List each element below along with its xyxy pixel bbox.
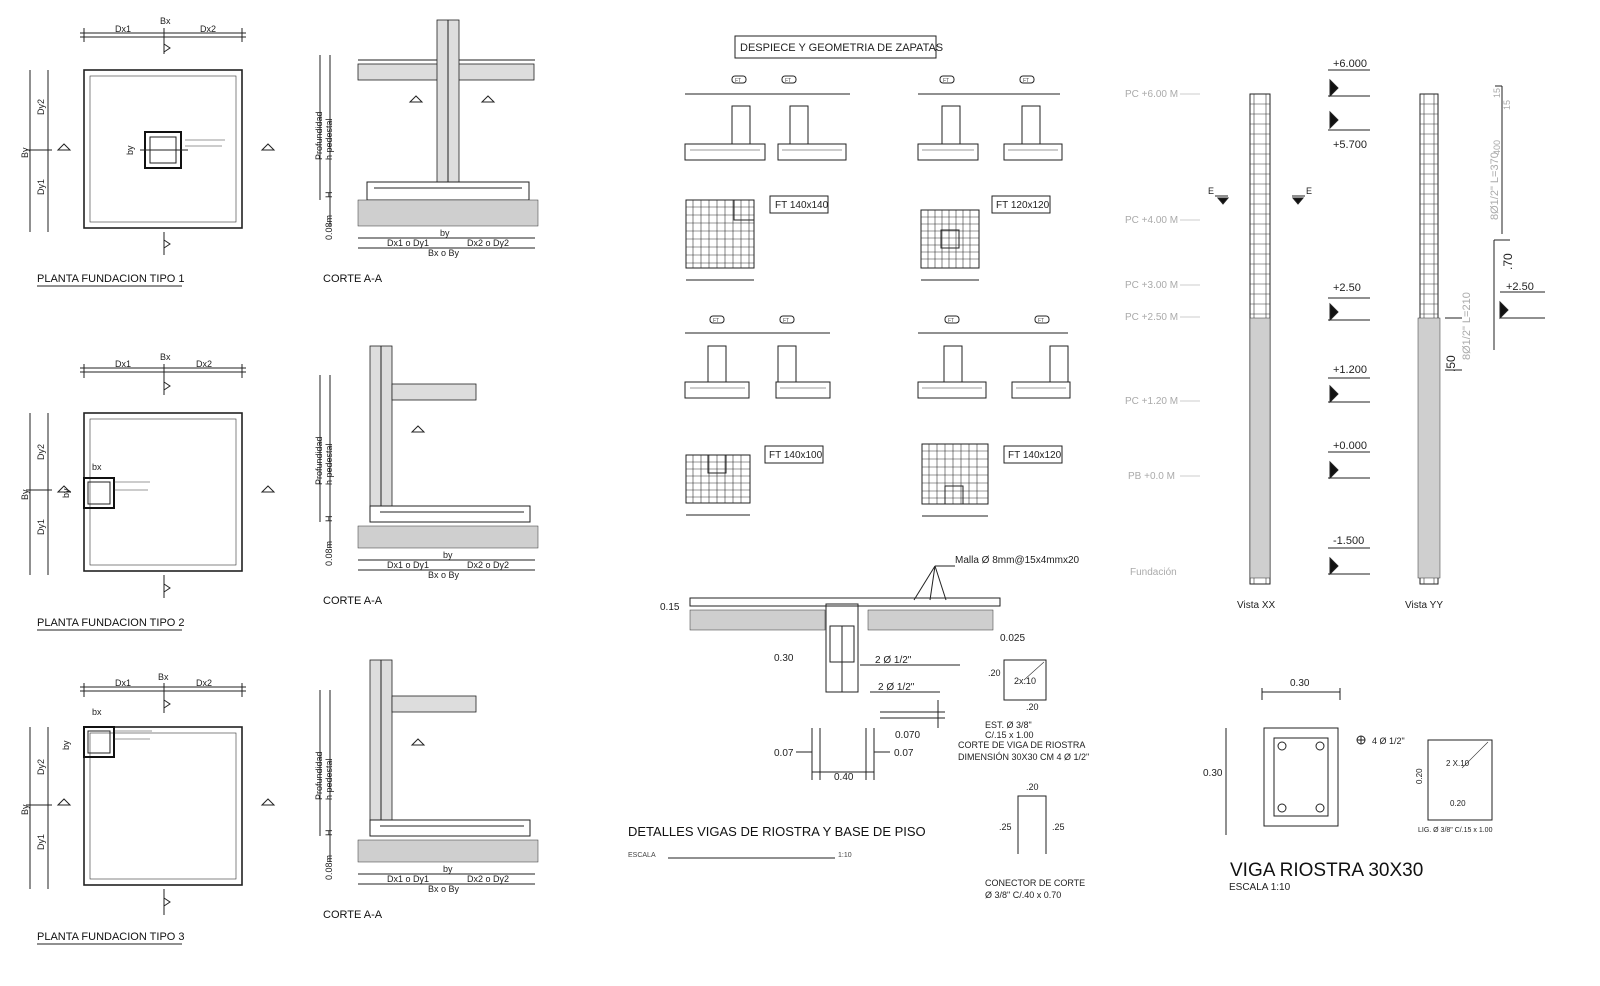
corte-3-title: CORTE A-A bbox=[323, 909, 383, 921]
dim-bxby-sec-2: Bx o By bbox=[428, 570, 460, 580]
dim-dy2-2: Dy2 bbox=[36, 443, 46, 460]
dim-007b: 0.07 bbox=[894, 748, 914, 759]
dim-015: 0.15 bbox=[660, 602, 680, 613]
level-mark-5: -1.500 bbox=[1333, 535, 1365, 547]
zapata-ft-140x100 bbox=[685, 316, 830, 515]
dim-dy1: Dy1 bbox=[36, 178, 46, 195]
dim-bx-2: Bx bbox=[160, 352, 171, 362]
dim-dx2-3: Dx2 bbox=[196, 678, 213, 688]
dim-by-3: By bbox=[20, 804, 30, 815]
viga-width: 0.30 bbox=[1290, 678, 1310, 689]
ft-tag-8: FT bbox=[1038, 318, 1045, 324]
dim-dx1-sec-2: Dx1 o Dy1 bbox=[387, 560, 430, 570]
dim-profundidad-1: Profundidad bbox=[314, 111, 324, 160]
dim-008-1: 0.08m bbox=[324, 214, 334, 240]
conector-label-2: Ø 3/8" C/.40 x 0.70 bbox=[985, 890, 1062, 900]
escala-label: ESCALA bbox=[628, 852, 656, 859]
dim-by-sec-3: by bbox=[443, 864, 453, 874]
dim-h-pedestal-1: h pedestal bbox=[324, 118, 334, 160]
ft-label-1: FT 140x140 bbox=[775, 200, 829, 211]
plan-tipo-2 bbox=[20, 352, 274, 630]
plan-2-title: PLANTA FUNDACION TIPO 2 bbox=[37, 617, 185, 629]
dim-15a: 15 bbox=[1492, 87, 1502, 98]
section-mark-e2: E bbox=[1306, 186, 1313, 196]
vista-yy-label: Vista YY bbox=[1405, 600, 1443, 611]
dim-dy1-2: Dy1 bbox=[36, 518, 46, 535]
floor-level-4: PC +1.20 M bbox=[1125, 396, 1179, 407]
dimension-label: DIMENSIÓN 30X30 CM 4 Ø 1/2" bbox=[958, 752, 1090, 762]
section-mark-e1: E bbox=[1208, 186, 1215, 196]
dim-008-2: 0.08m bbox=[324, 540, 334, 566]
dim-0070: 0.070 bbox=[895, 730, 921, 741]
conector-025a: .25 bbox=[999, 822, 1012, 832]
dim-dx1-sec-3: Dx1 o Dy1 bbox=[387, 874, 430, 884]
ft-tag-6: FT bbox=[783, 318, 790, 324]
dim-h-2: H bbox=[324, 515, 334, 522]
zapatas-title: DESPIECE Y GEOMETRIA DE ZAPATAS bbox=[740, 42, 944, 54]
ft-tag-4: FT bbox=[1023, 78, 1030, 84]
est-label-1: EST. Ø 3/8" bbox=[985, 720, 1032, 730]
viga-020a: 0.20 bbox=[1415, 768, 1424, 784]
level-mark-0: +6.000 bbox=[1333, 58, 1367, 70]
dim-bx-small-2: bx bbox=[92, 462, 102, 472]
conector-020: .20 bbox=[1026, 782, 1039, 792]
dim-dx2-sec-3: Dx2 o Dy2 bbox=[467, 874, 510, 884]
plan-tipo-1 bbox=[20, 16, 274, 286]
floor-level-6: Fundación bbox=[1130, 567, 1177, 578]
dim-dx1-3: Dx1 bbox=[115, 678, 132, 688]
levels-group bbox=[1125, 58, 1545, 611]
dim-dy2-3: Dy2 bbox=[36, 758, 46, 775]
zapatas-group bbox=[685, 36, 1070, 516]
dim-dx2-sec-2: Dx2 o Dy2 bbox=[467, 560, 510, 570]
dim-bx-3: Bx bbox=[158, 672, 169, 682]
malla-label: Malla Ø 8mm@15x4mmx20 bbox=[955, 555, 1080, 566]
dim-bx: Bx bbox=[160, 16, 171, 26]
corte-2-title: CORTE A-A bbox=[323, 595, 383, 607]
plan-1-title: PLANTA FUNDACION TIPO 1 bbox=[37, 273, 185, 285]
viga-bars-label: 4 Ø 1/2" bbox=[1372, 736, 1405, 746]
dim-by-small: by bbox=[125, 145, 135, 155]
corte-1 bbox=[314, 20, 538, 285]
est-label-2: C/.15 x 1.00 bbox=[985, 730, 1034, 740]
level-mark-3: +1.200 bbox=[1333, 364, 1367, 376]
viga-020b: 0.20 bbox=[1450, 799, 1466, 808]
corte-1-title: CORTE A-A bbox=[323, 273, 383, 285]
dim-by-sec-2: by bbox=[443, 550, 453, 560]
dim-dx2-sec-1: Dx2 o Dy2 bbox=[467, 238, 510, 248]
floor-level-5: PB +0.0 M bbox=[1128, 471, 1175, 482]
dim-0025: 0.025 bbox=[1000, 633, 1026, 644]
viga-escala: ESCALA 1:10 bbox=[1229, 882, 1291, 893]
dim-bx-small-3: bx bbox=[92, 707, 102, 717]
floor-level-0: PC +6.00 M bbox=[1125, 89, 1179, 100]
level-mark-yy: +2.50 bbox=[1506, 281, 1534, 293]
ft-tag-1: FT bbox=[735, 78, 742, 84]
dim-2x10: 2x.10 bbox=[1014, 676, 1037, 686]
ft-label-3: FT 140x100 bbox=[769, 450, 823, 461]
dim-dx1-2: Dx1 bbox=[115, 359, 132, 369]
dim-by: By bbox=[20, 147, 30, 158]
column-vista-yy bbox=[1405, 86, 1545, 611]
bar-label-1: 2 Ø 1/2" bbox=[875, 655, 912, 666]
dim-dx2: Dx2 bbox=[200, 24, 217, 34]
dim-040: 0.40 bbox=[834, 772, 854, 783]
corte-2 bbox=[314, 346, 538, 607]
ft-label-4: FT 140x120 bbox=[1008, 450, 1062, 461]
dim-007a: 0.07 bbox=[774, 748, 794, 759]
dim-030: 0.30 bbox=[774, 653, 794, 664]
viga-title: VIGA RIOSTRA 30X30 bbox=[1230, 860, 1424, 881]
conector-025b: .25 bbox=[1052, 822, 1065, 832]
dim-008-3: 0.08m bbox=[324, 854, 334, 880]
ft-tag-2: FT bbox=[785, 78, 792, 84]
level-mark-1: +5.700 bbox=[1333, 139, 1367, 151]
plan-tipo-3 bbox=[20, 672, 274, 944]
ft-tag-3: FT bbox=[943, 78, 950, 84]
viga-2x10: 2 X.10 bbox=[1446, 759, 1470, 768]
viga-lig-label: LIG. Ø 3/8" C/.15 x 1.00 bbox=[1418, 827, 1493, 834]
dim-h-1: H bbox=[324, 191, 334, 198]
dim-h-3: H bbox=[324, 829, 334, 836]
riostra-detail-title: DETALLES VIGAS DE RIOSTRA Y BASE DE PISO bbox=[628, 824, 926, 839]
riostra-detail bbox=[628, 555, 1089, 900]
dim-by-2: By bbox=[20, 489, 30, 500]
dim-15b: 15 bbox=[1502, 99, 1512, 110]
dim-020-b: .20 bbox=[1026, 702, 1039, 712]
rebar-label-2: 8Ø1/2" L=210 bbox=[1461, 292, 1473, 360]
bar-label-2: 2 Ø 1/2" bbox=[878, 682, 915, 693]
corte-3 bbox=[314, 660, 538, 921]
rebar-label-1: 8Ø1/2" L=370 bbox=[1489, 152, 1501, 220]
viga-height: 0.30 bbox=[1203, 768, 1223, 779]
dim-by-small-2: by bbox=[61, 488, 71, 498]
zapata-ft-140x140 bbox=[685, 76, 850, 280]
level-mark-4: +0.000 bbox=[1333, 440, 1367, 452]
zapata-ft-140x120 bbox=[918, 316, 1070, 516]
plan-3-title: PLANTA FUNDACION TIPO 3 bbox=[37, 931, 185, 943]
dim-h-pedestal-3: h pedestal bbox=[324, 758, 334, 800]
floor-level-3: PC +2.50 M bbox=[1125, 312, 1179, 323]
dim-dx1-sec-1: Dx1 o Dy1 bbox=[387, 238, 430, 248]
ft-label-2: FT 120x120 bbox=[996, 200, 1050, 211]
ft-tag-5: FT bbox=[713, 318, 720, 324]
dim-h-pedestal-2: h pedestal bbox=[324, 443, 334, 485]
column-vista-xx bbox=[1208, 94, 1312, 611]
conector-label-1: CONECTOR DE CORTE bbox=[985, 878, 1086, 888]
dim-bxby-sec-1: Bx o By bbox=[428, 248, 460, 258]
dim-400: 400 bbox=[1492, 139, 1502, 155]
dim-dy2: Dy2 bbox=[36, 98, 46, 115]
floor-level-1: PC +4.00 M bbox=[1125, 215, 1179, 226]
dim-020-a: .20 bbox=[988, 668, 1001, 678]
dim-dx1: Dx1 bbox=[115, 24, 132, 34]
corte-viga-label: CORTE DE VIGA DE RIOSTRA bbox=[958, 740, 1086, 750]
escala-value: 1:10 bbox=[838, 852, 852, 859]
dim-050: .50 bbox=[1444, 355, 1458, 372]
dim-profundidad-3: Profundidad bbox=[314, 751, 324, 800]
level-marks bbox=[1328, 58, 1370, 574]
dim-dy1-3: Dy1 bbox=[36, 833, 46, 850]
floor-level-2: PC +3.00 M bbox=[1125, 280, 1179, 291]
dim-070: .70 bbox=[1501, 253, 1515, 270]
vista-xx-label: Vista XX bbox=[1237, 600, 1276, 611]
dim-by-sec-1: by bbox=[440, 228, 450, 238]
dim-profundidad-2: Profundidad bbox=[314, 436, 324, 485]
dim-by-small-3: by bbox=[61, 740, 71, 750]
viga-riostra-section bbox=[1203, 678, 1493, 893]
level-mark-2: +2.50 bbox=[1333, 282, 1361, 294]
zapata-ft-120x120 bbox=[918, 76, 1062, 280]
dim-dx2-2: Dx2 bbox=[196, 359, 213, 369]
dim-bxby-sec-3: Bx o By bbox=[428, 884, 460, 894]
ft-tag-7: FT bbox=[948, 318, 955, 324]
